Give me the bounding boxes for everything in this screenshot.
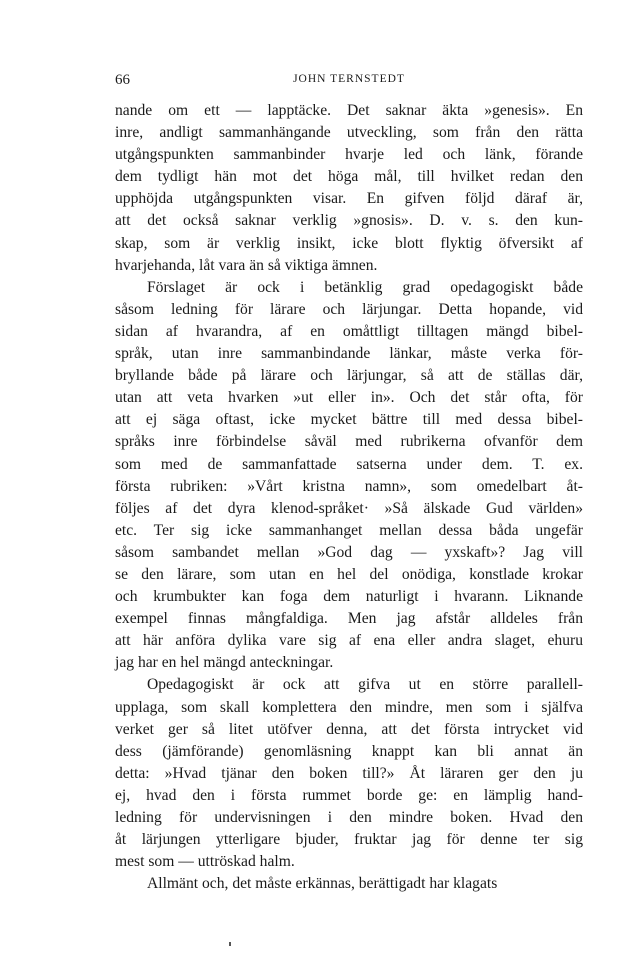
text-line: Allmänt och, det måste erkännas, berättigadt har klagats — [147, 875, 498, 893]
body-text — [115, 100, 583, 895]
text-line: upphöjda utgångspunkten visar. En gifven följd däraf är, — [115, 190, 583, 208]
text-line: som med de sammanfattade satserna under dem. T. ex. — [115, 455, 583, 473]
text-line: ej, hvad den i första rummet borde ge: en lämplig hand- — [115, 786, 583, 804]
text-line: upplaga, som skall komplettera den mindre, men som i själfva — [115, 698, 583, 716]
text-line: dess (jämförande) genomläsning knappt kan bli annat än — [115, 742, 583, 760]
text-line: bryllande både på lärare och lärjungar, så att de ställas där, — [115, 367, 583, 385]
text-line: etc. Ter sig icke sammanhanget mellan dessa båda ungefär — [115, 521, 583, 539]
text-line: språks inre förbindelse såväl med rubrikerna ofvanför dem — [115, 433, 583, 451]
text-line: såsom ledning för lärare och lärjungar. Detta hopande, vid — [115, 300, 583, 318]
text-line: jag har en hel mängd anteckningar. — [115, 654, 334, 672]
text-line: utan att veta hvarken »ut eller in». Och det står ofta, för — [115, 389, 583, 407]
running-head — [115, 72, 583, 92]
text-line: mest som — uttröskad halm. — [115, 853, 295, 871]
text-line: utgångspunkten sammanbinder hvarje led och länk, förande — [115, 146, 583, 164]
text-line: Förslaget är ock i betänklig grad opedagogiskt både — [147, 278, 583, 296]
text-line: att det också saknar verklig »gnosis». D. v. s. den kun- — [115, 212, 583, 230]
text-line: att ej säga oftast, icke mycket bättre till med dessa bibel- — [115, 411, 583, 429]
text-line: och krumbukter kan foga dem naturligt i hvarann. Liknande — [115, 588, 583, 606]
text-line: hvarjehanda, låt vara än så viktiga ämnen. — [115, 256, 378, 274]
text-line: åt lärjungen ytterligare bjuder, fruktar jag för denne ter sig — [115, 831, 583, 849]
page-number: 66 — [115, 72, 130, 88]
text-line: ledning för undervisningen i den mindre boken. Hvad den — [115, 809, 583, 826]
text-line: att här anföra dylika vare sig af ena eller andra slaget, ehuru — [115, 632, 583, 650]
text-line: nande om ett — lapptäcke. Det saknar äkta »genesis». En — [115, 102, 583, 119]
text-line: följes af det dyra klenod-språket· »Så älskade Gud världen» — [115, 499, 583, 517]
header-title: JOHN TERNSTEDT — [293, 73, 405, 85]
text-line: inre, andligt sammanhängande utveckling, som från den rätta — [115, 124, 583, 142]
text-line: sidan af hvarandra, af en omåttligt tilltagen mängd bibel- — [115, 322, 583, 340]
text-line: exempel finnas mångfaldiga. Men jag afstår alldeles från — [115, 610, 583, 628]
text-line: se den lärare, som utan en hel del onödiga, konstlade krokar — [115, 565, 583, 583]
text-line: detta: »Hvad tjänar den boken till?» Åt läraren ger den ju — [115, 764, 583, 782]
text-line: dem tydligt hän mot det höga mål, till hvilket redan den — [115, 168, 583, 186]
text-line: såsom sambandet mellan »God dag — yxskaft»? Jag vill — [115, 543, 583, 561]
text-line: Opedagogiskt är ock att gifva ut en större parallell- — [147, 676, 583, 694]
text-line: verket ger så litet utöfver denna, att det första intrycket vid — [115, 720, 583, 738]
print-mark — [229, 942, 231, 946]
text-line: språk, utan inre sammanbindande länkar, måste verka för- — [115, 345, 583, 363]
text-line: första rubriken: »Vårt kristna namn», som omedelbart åt- — [115, 477, 583, 495]
text-line: skap, som är verklig insikt, icke blott flyktig öfversikt af — [115, 234, 583, 252]
